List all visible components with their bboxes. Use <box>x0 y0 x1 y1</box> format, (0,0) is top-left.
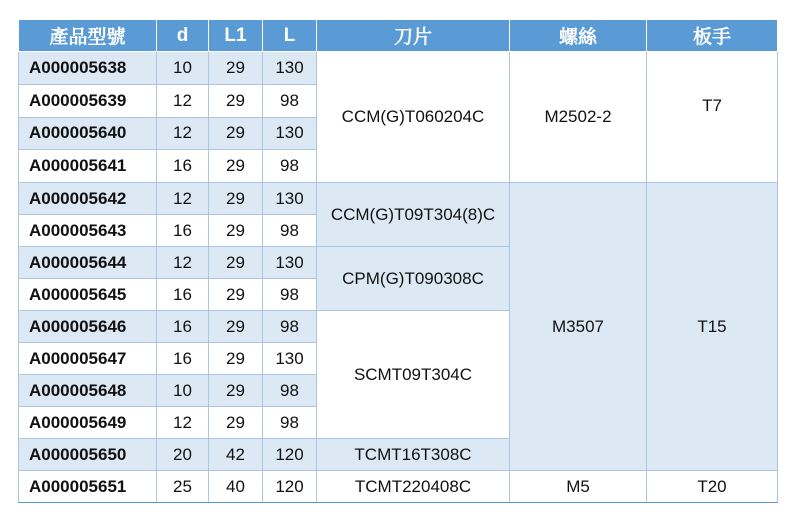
l1-cell: 29 <box>209 279 263 311</box>
product-spec-table <box>18 19 778 503</box>
l1-cell: 29 <box>209 117 263 150</box>
model-cell: A000005644 <box>19 247 157 279</box>
model-cell: A000005647 <box>19 343 157 375</box>
l1-cell: 29 <box>209 150 263 183</box>
l-cell: 130 <box>263 183 317 215</box>
insert-cell: CPM(G)T090308C <box>317 247 510 311</box>
insert-cell: TCMT16T308C <box>317 439 510 471</box>
header-model: 產品型號 <box>19 20 157 52</box>
d-cell: 10 <box>157 52 209 85</box>
l-cell: 120 <box>263 439 317 471</box>
l1-cell: 29 <box>209 215 263 247</box>
l-cell: 98 <box>263 407 317 439</box>
model-cell: A000005639 <box>19 84 157 117</box>
l-cell: 120 <box>263 471 317 503</box>
d-cell: 12 <box>157 183 209 215</box>
screw-cell: M3507 <box>510 183 647 471</box>
d-cell: 10 <box>157 375 209 407</box>
insert-cell: SCMT09T304C <box>317 311 510 439</box>
header-d: d <box>157 20 209 52</box>
header-insert: 刀片 <box>317 20 510 52</box>
model-cell: A000005640 <box>19 117 157 150</box>
d-cell: 16 <box>157 215 209 247</box>
model-cell: A000005645 <box>19 279 157 311</box>
l1-cell: 29 <box>209 407 263 439</box>
wrench-cell: T15 <box>647 183 778 471</box>
model-cell: A000005638 <box>19 52 157 85</box>
l-cell: 130 <box>263 52 317 85</box>
l1-cell: 29 <box>209 52 263 85</box>
model-cell: A000005651 <box>19 471 157 503</box>
d-cell: 12 <box>157 247 209 279</box>
l1-cell: 29 <box>209 311 263 343</box>
l1-cell: 29 <box>209 375 263 407</box>
l1-cell: 29 <box>209 183 263 215</box>
wrench-cell: T7 <box>647 52 778 183</box>
l1-cell: 40 <box>209 471 263 503</box>
insert-cell: CCM(G)T060204C <box>317 52 510 183</box>
table-row <box>19 471 778 503</box>
wrench-cell: T20 <box>647 471 778 503</box>
l-cell: 98 <box>263 279 317 311</box>
l-cell: 98 <box>263 311 317 343</box>
model-cell: A000005641 <box>19 150 157 183</box>
d-cell: 16 <box>157 279 209 311</box>
model-cell: A000005650 <box>19 439 157 471</box>
d-cell: 16 <box>157 343 209 375</box>
l1-cell: 29 <box>209 343 263 375</box>
model-cell: A000005643 <box>19 215 157 247</box>
l-cell: 98 <box>263 375 317 407</box>
model-cell: A000005649 <box>19 407 157 439</box>
d-cell: 16 <box>157 150 209 183</box>
header-wrench: 板手 <box>647 20 778 52</box>
insert-cell: TCMT220408C <box>317 471 510 503</box>
l-cell: 130 <box>263 343 317 375</box>
d-cell: 12 <box>157 407 209 439</box>
d-cell: 20 <box>157 439 209 471</box>
l1-cell: 29 <box>209 247 263 279</box>
l1-cell: 42 <box>209 439 263 471</box>
model-cell: A000005648 <box>19 375 157 407</box>
table-row <box>19 52 778 85</box>
header-screw: 螺絲 <box>510 20 647 52</box>
l-cell: 130 <box>263 117 317 150</box>
d-cell: 25 <box>157 471 209 503</box>
header-l1: L1 <box>209 20 263 52</box>
l-cell: 98 <box>263 150 317 183</box>
header-l: L <box>263 20 317 52</box>
d-cell: 16 <box>157 311 209 343</box>
model-cell: A000005646 <box>19 311 157 343</box>
screw-cell: M5 <box>510 471 647 503</box>
l-cell: 130 <box>263 247 317 279</box>
screw-cell: M2502-2 <box>510 52 647 183</box>
d-cell: 12 <box>157 117 209 150</box>
l1-cell: 29 <box>209 84 263 117</box>
header-row <box>19 20 778 52</box>
l-cell: 98 <box>263 84 317 117</box>
table-row <box>19 183 778 215</box>
model-cell: A000005642 <box>19 183 157 215</box>
insert-cell: CCM(G)T09T304(8)C <box>317 183 510 247</box>
d-cell: 12 <box>157 84 209 117</box>
l-cell: 98 <box>263 215 317 247</box>
